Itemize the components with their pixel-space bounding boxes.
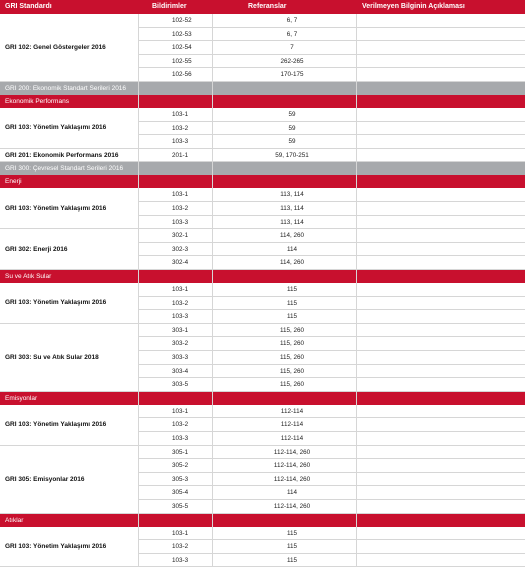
table-header: [0, 0, 525, 14]
disclosure-code: 303-1: [172, 326, 189, 334]
disclosure-code: 302-3: [172, 245, 189, 253]
table-row: [138, 500, 525, 514]
table-row: [138, 378, 525, 392]
disclosure-code: 303-2: [172, 340, 189, 348]
gri-standard-label: GRI 103: Yönetim Yaklaşımı 2016: [0, 527, 138, 567]
table-row: [138, 540, 525, 554]
table-row: [138, 135, 525, 149]
disclosure-code: 102-53: [172, 30, 192, 38]
reference-pages: 114, 260: [279, 232, 305, 240]
reference-pages: 115: [286, 556, 298, 564]
subsection-header: Su ve Atık Sular: [0, 270, 525, 283]
reference-pages: 114: [286, 489, 298, 497]
reference-pages: 113, 114: [280, 191, 304, 199]
reference-pages: 114: [286, 245, 298, 253]
table-row: [138, 108, 525, 122]
column-divider: [138, 14, 139, 567]
disclosure-code: 302-4: [172, 259, 189, 267]
reference-pages: 112-114: [280, 421, 304, 429]
reference-pages: 114, 260: [279, 259, 305, 267]
table-row: [138, 473, 525, 487]
gri-standard-label: GRI 103: Yönetim Yaklaşımı 2016: [0, 405, 138, 446]
section-header: GRI 300: Çevresel Standart Serileri 2016: [0, 162, 525, 175]
disclosure-code: 303-3: [172, 354, 189, 361]
reference-pages: 115: [286, 299, 298, 307]
table-row: [138, 41, 525, 55]
table-row: [138, 216, 525, 230]
reference-pages: 170-175: [280, 71, 304, 79]
table-row: [138, 68, 525, 82]
header-references: Referanslar: [248, 3, 287, 10]
subsection-header: Ekonomik Performans: [0, 95, 525, 108]
disclosure-code: 305-1: [172, 448, 189, 456]
disclosure-code: 103-1: [172, 191, 189, 199]
table-row: [138, 297, 525, 311]
reference-pages: 112-114: [280, 407, 304, 415]
table-row: [138, 351, 525, 365]
column-divider: [356, 14, 357, 567]
header-disclosures: Bildirimler: [152, 3, 187, 10]
reference-pages: 115, 260: [279, 354, 305, 361]
table-row: [138, 432, 525, 446]
reference-pages: 112-114, 260: [273, 503, 311, 510]
reference-pages: 115, 260: [279, 340, 305, 348]
disclosure-code: 305-3: [172, 475, 189, 483]
reference-pages: 113, 114: [280, 205, 304, 212]
table-row: [138, 310, 525, 324]
reference-pages: 115, 260: [279, 326, 305, 334]
disclosure-code: 305-5: [172, 503, 189, 510]
gri-standard-label: GRI 102: Genel Göstergeler 2016: [0, 14, 138, 82]
subsection-header: Atıklar: [0, 514, 525, 527]
reference-pages: 112-114: [280, 435, 304, 442]
disclosure-code: 103-1: [172, 407, 189, 415]
disclosure-code: 102-52: [172, 17, 192, 24]
table-row: [138, 459, 525, 473]
disclosure-code: 102-56: [172, 71, 192, 79]
reference-pages: 6, 7: [286, 17, 298, 24]
disclosure-code: 103-2: [172, 299, 189, 307]
table-row: [138, 229, 525, 243]
disclosure-code: 305-4: [172, 489, 189, 497]
reference-pages: 115: [286, 286, 298, 293]
table-row: [138, 14, 525, 28]
table-row: [138, 202, 525, 216]
gri-standard-label: GRI 103: Yönetim Yaklaşımı 2016: [0, 108, 138, 149]
disclosure-code: 103-2: [172, 543, 189, 551]
disclosure-code: 201-1: [172, 151, 189, 159]
disclosure-code: 103-2: [172, 205, 189, 212]
disclosure-code: 103-1: [172, 529, 189, 537]
reference-pages: 59: [288, 138, 296, 146]
table-row: [138, 527, 525, 541]
disclosure-code: 102-54: [172, 44, 192, 52]
disclosure-code: 103-3: [172, 556, 189, 564]
disclosure-code: 303-4: [172, 367, 189, 375]
gri-standard-label: GRI 302: Enerji 2016: [0, 229, 138, 270]
section-header: GRI 200: Ekonomik Standart Serileri 2016: [0, 82, 525, 95]
table-row: [138, 324, 525, 338]
disclosure-code: 103-3: [172, 435, 189, 442]
reference-pages: 112-114, 260: [273, 462, 311, 470]
disclosure-code: 103-1: [172, 111, 189, 118]
table-row: [138, 122, 525, 136]
gri-standard-label: GRI 103: Yönetim Yaklaşımı 2016: [0, 188, 138, 229]
reference-pages: 115: [286, 313, 298, 321]
reference-pages: 112-114, 260: [273, 475, 311, 483]
table-row: [138, 554, 525, 567]
disclosure-code: 103-1: [172, 286, 189, 293]
gri-standard-label: GRI 103: Yönetim Yaklaşımı 2016: [0, 283, 138, 324]
header-omission-explanation: Verilmeyen Bilginin Açıklaması: [362, 3, 465, 10]
table-row: [138, 337, 525, 351]
reference-pages: 262-265: [280, 57, 304, 65]
reference-pages: 6, 7: [286, 30, 298, 38]
subsection-header: Emisyonlar: [0, 392, 525, 405]
table-row: [138, 28, 525, 42]
table-row: [138, 365, 525, 379]
table-row: [138, 418, 525, 432]
disclosure-code: 103-2: [172, 421, 189, 429]
table-row: [138, 283, 525, 297]
table-row: [138, 243, 525, 257]
reference-pages: 112-114, 260: [273, 448, 311, 456]
reference-pages: 115, 260: [279, 381, 305, 389]
disclosure-code: 102-55: [172, 57, 192, 65]
disclosure-code: 103-3: [172, 138, 189, 146]
subsection-header: Enerji: [0, 175, 525, 188]
reference-pages: 113, 114: [280, 218, 304, 226]
disclosure-code: 303-5: [172, 381, 189, 389]
table-row: [138, 405, 525, 419]
reference-pages: 115: [286, 543, 298, 551]
column-divider: [212, 14, 213, 567]
reference-pages: 7: [290, 44, 294, 52]
table-row: [138, 188, 525, 202]
disclosure-code: 103-3: [172, 313, 189, 321]
table-row: [138, 446, 525, 460]
table-row: [138, 486, 525, 500]
reference-pages: 59, 170-251: [275, 151, 309, 159]
reference-pages: 59: [288, 124, 296, 132]
disclosure-code: 305-2: [172, 462, 189, 470]
gri-standard-label: GRI 305: Emisyonlar 2016: [0, 446, 138, 514]
gri-standard-label: GRI 303: Su ve Atık Sular 2018: [0, 324, 138, 392]
disclosure-code: 103-2: [172, 124, 189, 132]
table-row: [138, 55, 525, 69]
reference-pages: 115: [286, 529, 298, 537]
table-row: [138, 256, 525, 270]
gri-standard-label: GRI 201: Ekonomik Performans 2016: [0, 149, 138, 163]
table-row: [138, 149, 525, 163]
header-gri-standard: GRI Standardı: [5, 3, 52, 10]
disclosure-code: 103-3: [172, 218, 189, 226]
disclosure-code: 302-1: [172, 232, 189, 240]
reference-pages: 115, 260: [279, 367, 305, 375]
reference-pages: 59: [288, 111, 296, 118]
